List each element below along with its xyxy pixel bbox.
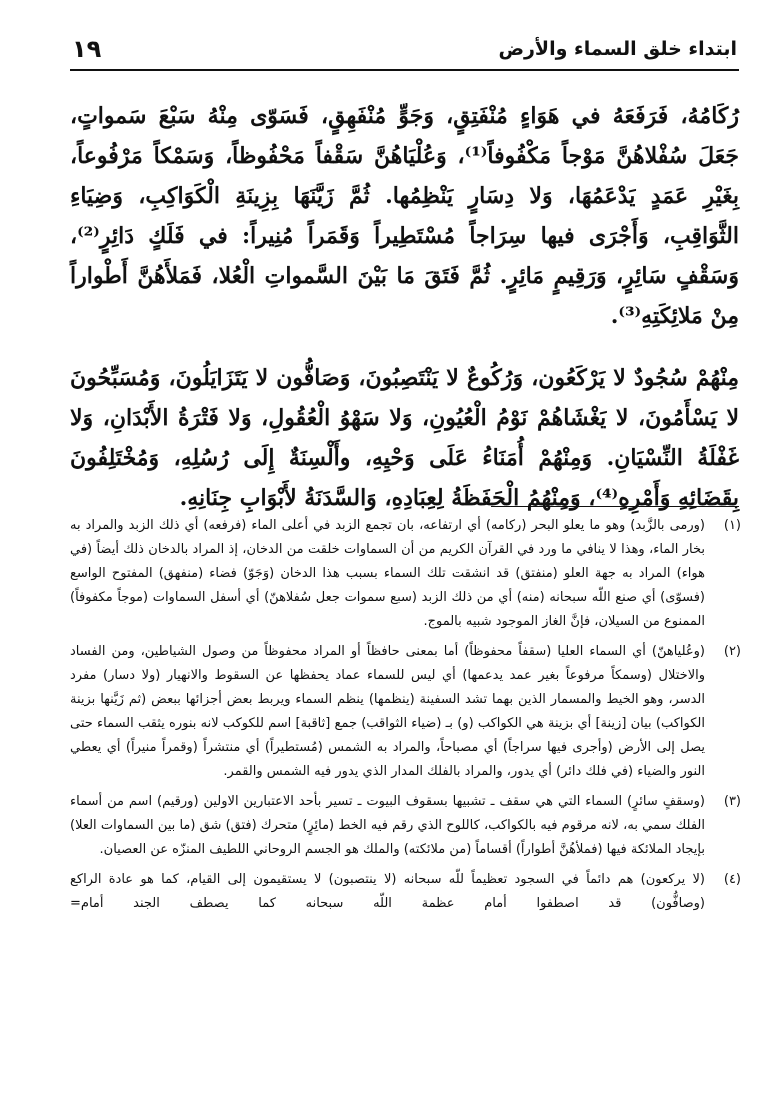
footnote (70, 790, 741, 862)
page-number: ١٩ (72, 35, 102, 63)
main-paragraph-1: رُكَامُهُ، فَرَفَعَهُ في هَوَاءٍ مُنْفَتِقٍ، وَجَوٍّ مُنْفَهِقٍ، فَسَوّى مِنْهُ سَبْعَ سَمواتٍ، جَعَلَ سُفْلاهُنَّ مَوْجاً مَكْفُوفاً⁽¹⁾، وَعُلْيَاهُنَّ سَقْفاً مَحْفُوظاً، وَسَمْكاً مَرْفُوعاً، بِغَيْرِ عَمَدٍ يَدْعَمُهَا، وَلا دِسَارٍ يَنْظِمُها. ثُمَّ زَيَّنَهَا بِزِينَةِ الْكَوَاكِبِ، وَضِيَاءِ الثَّوَاقِبِ، وَأَجْرَى فيها سِرَاجاً مُسْتَطِيراً وَقَمَراً مُنِيراً: في فَلَكٍ دَائِرٍ⁽²⁾، وَسَقْفٍ سَائِرٍ، وَرَقِيمٍ مَائِرٍ. ثُمَّ فَتَقَ مَا بَيْنَ السَّمواتِ الْعُلا، فَمَلأَهُنَّ أَطْواراً مِنْ مَلائِكَتِهِ⁽³⁾. (70, 103, 739, 329)
footnote-number: (٣) (723, 794, 741, 809)
header-rule (70, 69, 739, 71)
footnote-number: (١) (723, 518, 741, 533)
footnote-number: (٢) (723, 644, 741, 659)
footnote (70, 514, 741, 634)
footnote (70, 868, 741, 916)
running-title: ابتداء خلق السماء والأرض (498, 38, 737, 60)
main-paragraph-2: مِنْهُمْ سُجُودٌ لا يَرْكَعُون، وَرُكُوعٌ لا يَنْتَصِبُونَ، وَصَافُّون لا يَتَزَايَلُونَ، وَمُسَبِّحُونَ لا يَسْأَمُونَ، لا يَغْشَاهُمْ نَوْمُ الْعُيُونِ، وَلا سَهْوُ الْعُقُولِ، وَلا فَتْرَةُ الأَبْدَانِ، وَلا غَفْلَةُ النِّسْيَانِ. وَمِنْهُمْ أُمَنَاءُ عَلَى وَحْيِهِ، وأَلْسِنَةٌ إِلَى رُسُلِهِ، وَمُخْتَلِفُونَ بِقَضَائِهِ وَأَمْرِهِ⁽⁴⁾، وَمِنْهُمُ الْحَفَظَةُ لِعِبَادِهِ، وَالسَّدَنَةُ لأَبْوَابِ جِنَانِهِ. (70, 365, 739, 511)
footnote-separator (491, 506, 739, 507)
footnotes (70, 514, 741, 922)
footnote-text: (وعُلياهنّ) أي السماء العليا (سقفاً محفوظاً) أما بمعنى حافظاً أو المراد محفوظاً من وصول الشياطين، ومن الفساد والاختلال (وسمكاً مرفوعاً بغير عمد يدعمها) أي ليس للسماء عماد يحفظها عن السقوط والانهيار (ولا دسار) مفرد الدسر، وهو الخيط والمسمار الذين بهما تشد السفينة (ينظمها) ينظم السماء ويربط بعض أجزائها ببعض (ثم زَيَّنها بزينة الكواكب) بيان [زينة] أي بزينة هي الكواكب (و) بـ (ضياء الثواقب) جمع [ثاقبة] اسم للكوكب لانه بنوره يثقب السماء حتى يصل إلى الأرض (وأجرى فيها سراجاً) أي مصباحاً، والمراد به الشمس (مُستطيراً) أي منتشراً (وقمراً منيراً) أي يعطي النور والضياء (في فلك دائر) أي يدور، والمراد بالفلك المدار الذي يدور فيه الشمس والقمر. (70, 644, 705, 779)
footnote-text: (لا يركعون) هم دائماً في السجود تعظيماً للّه سبحانه (لا ينتصبون) لا يستقيمون إلى القيام، كما هو عادة الراكع (وصافُّون) قد اصطفوا أمام عظمة اللّه سبحانه كما يصطف الجند أمام= (70, 872, 705, 911)
footnote (70, 640, 741, 784)
page-header (72, 30, 737, 68)
footnote-text: (وسقفٍ سائرٍ) السماء التي هي سقف ـ تشبيها بسقوف البيوت ـ تسير بأحد الاعتبارين الاولين (ورقيم) اسم من أسماء الفلك سمي به، لانه مرقوم فيه بالكواكب، كاللوح الذي رقم فيه الخط (مائِرٍ) متحرك (فتق) شق (ما بين السماوات العلا) بإيجاد الملائكة فيها (فملأهُنَّ أطواراً) أقساماً (من ملائكته) والملك هو الجسم الروحاني اللطيف المنزّه عن العصيان. (70, 794, 705, 857)
footnote-text: (ورمى بالزَّبد) وهو ما يعلو البحر (ركامه) أي ارتفاعه، بان تجمع الزبد في أعلى الماء (فرفعه) أي ذلك الزبد والمراد به بخار الماء، وهذا لا ينافي ما ورد في القرآن الكريم من أن السماوات خلقت من الدخان، إذ المراد بالدخان ذلك أيضاً (في هواء) المراد به جهة العلو (منفتق) قد انشقت تلك السماء بسبب هذا الدخان (وَجَوّ) فضاء (منفهق) المفتوح الواسع (فسوّى) أي صنع اللّه سبحانه (منه) أي من ذلك الزبد (سبع سموات جعل سُفلاهنّ) أي أسفل السماوات (موجاً مكفوفاً) الممنوع من السيلان، فإنَّ الغاز الموجود شبيه بالموج. (70, 518, 705, 629)
footnote-number: (٤) (723, 872, 741, 887)
main-text (70, 96, 739, 518)
